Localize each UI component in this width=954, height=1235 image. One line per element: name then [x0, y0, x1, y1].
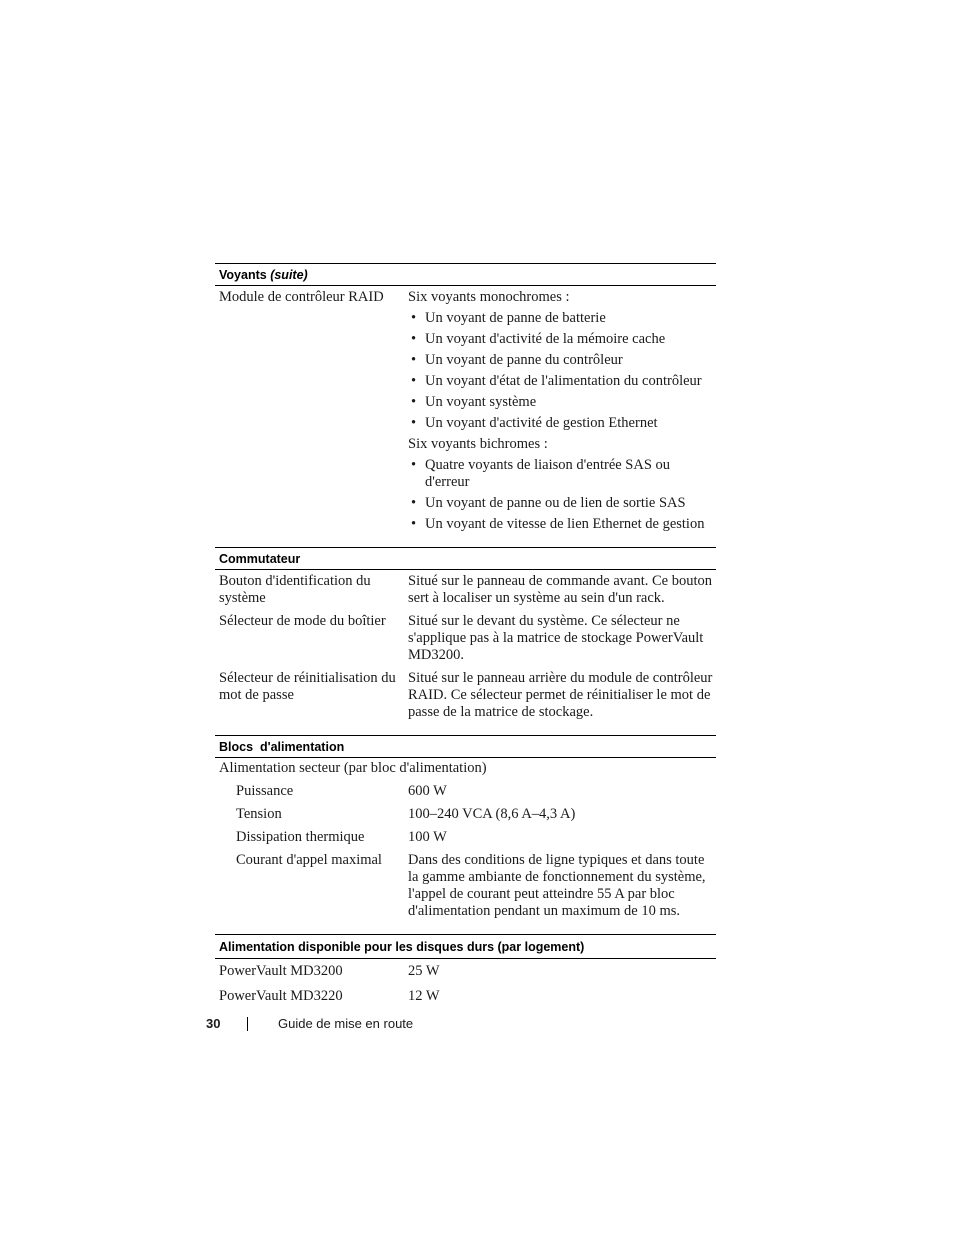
bi-list: [408, 457, 714, 533]
table-row: [215, 806, 716, 823]
row-value: Dans des conditions de ligne typiques et dans toute la gamme ambiante de fonctionnement du système, l'appel de courant peut atteindre 55 A par bloc d'alimentation pendant un maximum de 10 ms.: [408, 852, 706, 919]
footer-title: Guide de mise en route: [278, 1016, 414, 1031]
row-value: 25 W: [408, 963, 440, 979]
row-value: 100–240 VCA (8,6 A–4,3 A): [408, 806, 576, 822]
list-item: • Quatre voyants de liaison d'entrée SAS ou d'erreur: [408, 457, 714, 491]
table-row: [215, 783, 716, 800]
table-row: [215, 852, 716, 920]
row-label: Courant d'appel maximal: [236, 852, 382, 868]
row-label: Tension: [236, 806, 282, 822]
row-label: PowerVault MD3220: [219, 988, 343, 1004]
row-value: Situé sur le panneau arrière du module de contrôleur RAID. Ce sélecteur permet de réinitialiser le mot de passe de la matrice de stockage.: [408, 670, 713, 720]
table-row: [215, 963, 716, 980]
list-item: • Un voyant système: [408, 394, 714, 411]
mono-intro: Six voyants monochromes :: [408, 289, 570, 305]
table-row: [215, 829, 716, 846]
section-title-suffix: (suite): [270, 268, 308, 282]
list-item: • Un voyant de panne du contrôleur: [408, 352, 714, 369]
list-item: • Un voyant d'état de l'alimentation du contrôleur: [408, 373, 714, 390]
row-label: Bouton d'identification du système: [219, 573, 371, 606]
row-value: Situé sur le devant du système. Ce sélecteur ne s'applique pas à la matrice de stockage PowerVault MD3200.: [408, 613, 704, 663]
section-header-commutateur: [215, 547, 716, 570]
bi-intro: Six voyants bichromes :: [408, 436, 548, 452]
row-label: Sélecteur de réinitialisation du mot de passe: [219, 670, 396, 703]
mono-list: [408, 310, 714, 432]
row-value: 100 W: [408, 829, 447, 845]
section-title: Blocs d'alimentation: [219, 740, 345, 754]
list-item: • Un voyant de panne ou de lien de sortie SAS: [408, 495, 714, 512]
row-value: [408, 289, 714, 533]
section-title: Voyants: [219, 268, 267, 282]
section-header-voyants: [215, 263, 716, 286]
row-label: Dissipation thermique: [236, 829, 365, 845]
list-item: • Un voyant d'activité de la mémoire cache: [408, 331, 714, 348]
list-item: • Un voyant d'activité de gestion Ethernet: [408, 415, 714, 432]
section-header-blocs: [215, 735, 716, 758]
row-label: Puissance: [236, 783, 294, 799]
row-value: 12 W: [408, 988, 440, 1004]
table-row: [215, 613, 716, 664]
row-label: PowerVault MD3200: [219, 963, 343, 979]
section-header-disques: [215, 934, 716, 959]
footer-separator: [247, 1017, 248, 1031]
section-title: Alimentation disponible pour les disques durs (par logement): [219, 940, 585, 954]
section-title: Commutateur: [219, 552, 301, 566]
subheading: Alimentation secteur (par bloc d'alimentation): [219, 760, 487, 776]
spec-table: [215, 263, 716, 1005]
row-value: Situé sur le panneau de commande avant. Ce bouton sert à localiser un système au sein d'un rack.: [408, 573, 713, 606]
row-value: 600 W: [408, 783, 447, 799]
table-row: [215, 670, 716, 721]
list-item: • Un voyant de panne de batterie: [408, 310, 714, 327]
raid-module-row: [215, 289, 716, 533]
page-number: 30: [206, 1016, 221, 1031]
table-row: [215, 573, 716, 607]
table-row: [215, 988, 716, 1005]
row-label: Sélecteur de mode du boîtier: [219, 613, 386, 629]
row-label: Module de contrôleur RAID: [219, 289, 384, 305]
list-item: • Un voyant de vitesse de lien Ethernet de gestion: [408, 516, 714, 533]
